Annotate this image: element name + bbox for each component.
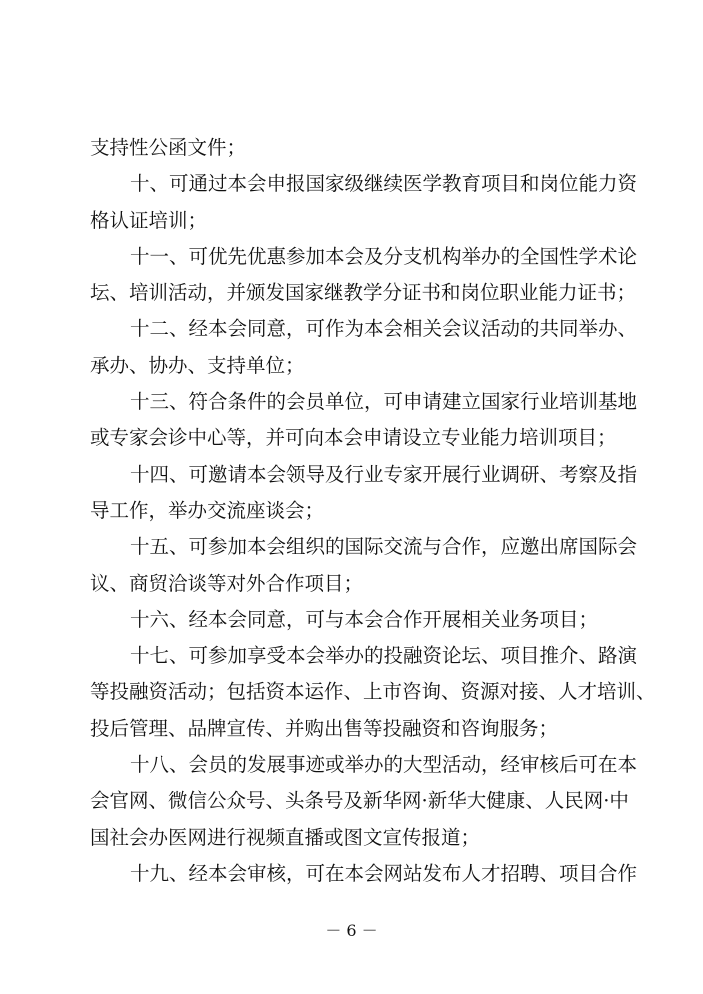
- text-line: 十九、经本会审核，可在本会网站发布人才招聘、项目合作: [130, 861, 638, 885]
- text-line: 坛、培训活动，并颁发国家继教学分证书和岗位职业能力证书；: [90, 281, 637, 305]
- text-line: 承办、协办、支持单位；: [90, 353, 305, 377]
- text-line: 国社会办医网进行视频直播或图文宣传报道；: [90, 825, 481, 849]
- text-line: 会官网、微信公众号、头条号及新华网·新华大健康、人民网·中: [90, 789, 629, 813]
- body-text: [90, 130, 656, 892]
- text-line: 十三、符合条件的会员单位，可申请建立国家行业培训基地: [130, 390, 638, 414]
- text-line: 十、可通过本会申报国家级继续医学教育项目和岗位能力资: [130, 172, 638, 196]
- text-line: 导工作，举办交流座谈会；: [90, 498, 325, 522]
- text-line: 十五、可参加本会组织的国际交流与合作，应邀出席国际会: [130, 535, 638, 559]
- text-line: 投后管理、品牌宣传、并购出售等投融资和咨询服务；: [90, 716, 559, 740]
- text-line: 议、商贸洽谈等对外合作项目；: [90, 571, 364, 595]
- text-line: 等投融资活动；包括资本运作、上市咨询、资源对接、人才培训、: [90, 680, 656, 704]
- page-number: － 6 －: [325, 921, 378, 940]
- text-line: 十六、经本会同意，可与本会合作开展相关业务项目；: [130, 607, 599, 631]
- text-line: 或专家会诊中心等，并可向本会申请设立专业能力培训项目；: [90, 426, 617, 450]
- text-line: 支持性公函文件；: [90, 136, 247, 159]
- text-line: 十七、可参加享受本会举办的投融资论坛、项目推介、路演: [130, 644, 638, 668]
- text-line: 十一、可优先优惠参加本会及分支机构举办的全国性学术论: [130, 244, 638, 268]
- text-line: 十二、经本会同意，可作为本会相关会议活动的共同举办、: [130, 317, 638, 341]
- text-line: 格认证培训；: [90, 208, 208, 232]
- text-line: 十八、会员的发展事迹或举办的大型活动，经审核后可在本: [130, 753, 638, 777]
- text-line: 十四、可邀请本会领导及行业专家开展行业调研、考察及指: [130, 462, 638, 486]
